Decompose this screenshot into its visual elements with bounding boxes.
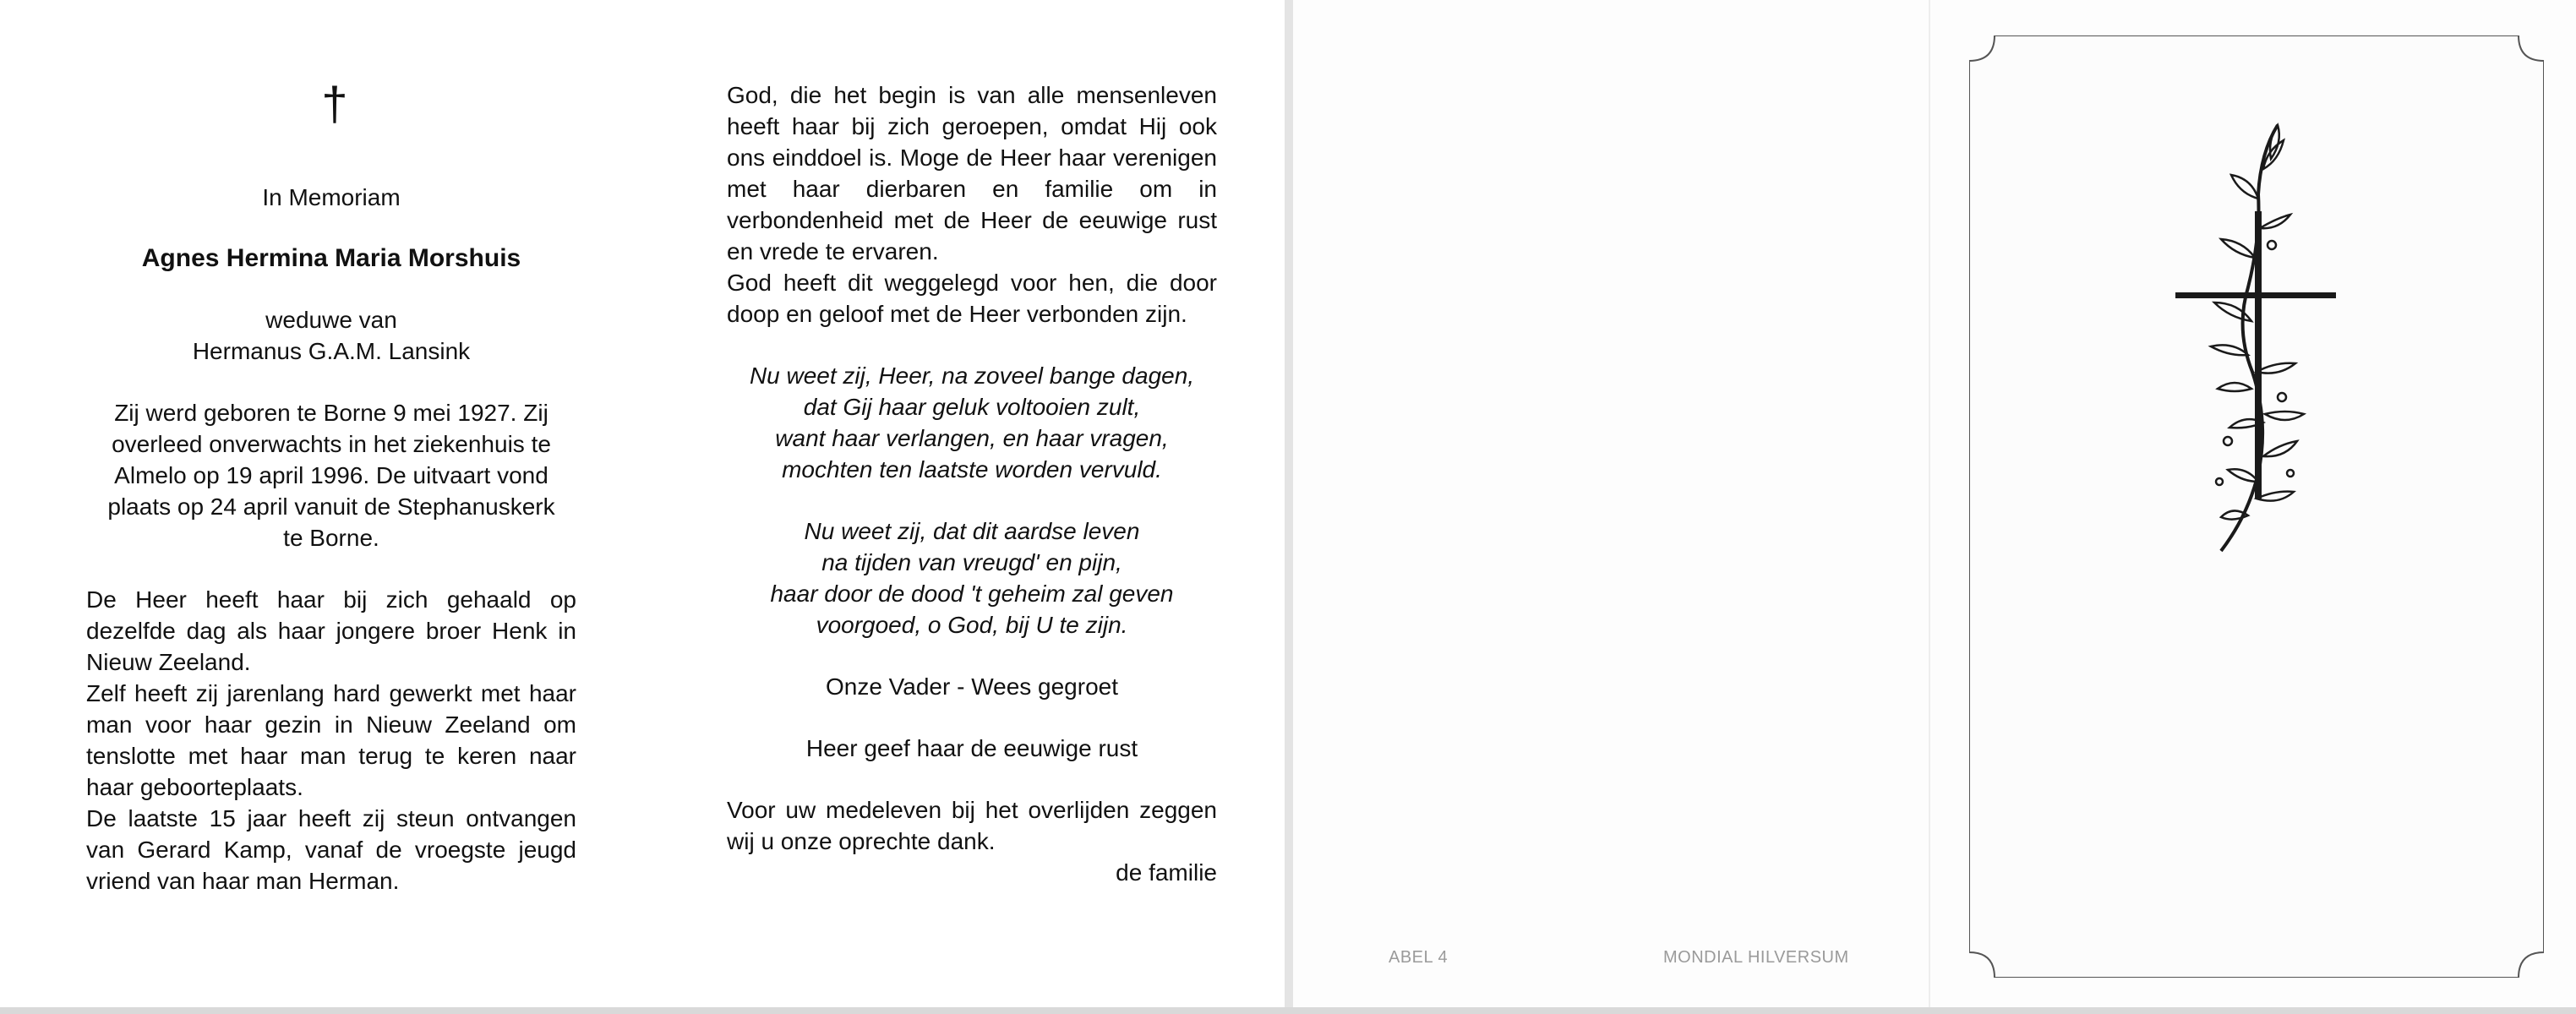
card-fold bbox=[1285, 0, 1293, 1007]
spouse-name: Hermanus G.A.M. Lansink bbox=[192, 338, 471, 364]
poem-stanza bbox=[727, 360, 1217, 485]
poem-line: haar door de dood 't geheim zal geven bbox=[770, 581, 1174, 607]
poem-line: dat Gij haar geluk voltooien zult, bbox=[803, 394, 1141, 420]
deceased-name: Agnes Hermina Maria Morshuis bbox=[141, 244, 521, 272]
life-line: plaats op 24 april vanuit de Stephanuskerk bbox=[107, 493, 555, 520]
in-memoriam-heading: In Memoriam bbox=[262, 184, 401, 210]
life-line: Almelo op 19 april 1996. De uitvaart vond bbox=[114, 462, 548, 488]
card-crease bbox=[1929, 0, 1930, 1007]
life-line: te Borne. bbox=[283, 525, 379, 551]
poem-line: mochten ten laatste worden vervuld. bbox=[782, 456, 1162, 482]
memorial-text-panel bbox=[86, 77, 576, 897]
life-line: overleed onverwachts in het ziekenhuis te bbox=[112, 431, 551, 457]
widow-of bbox=[86, 304, 576, 367]
signoff: de familie bbox=[1116, 859, 1217, 886]
life-line: Zij werd geboren te Borne 9 mei 1927. Zij bbox=[114, 400, 548, 426]
poem-stanza bbox=[727, 515, 1217, 641]
poem-line: Nu weet zij, Heer, na zoveel bange dagen, bbox=[749, 363, 1195, 389]
cross-icon: † bbox=[321, 77, 348, 130]
print-code-abel: ABEL 4 bbox=[1389, 948, 1449, 967]
poem-line: voorgoed, o God, bij U te zijn. bbox=[816, 612, 1128, 638]
widow-line: weduwe van bbox=[265, 307, 397, 333]
prayer-panel bbox=[727, 79, 1217, 888]
thanks-paragraph: Voor uw medeleven bij het overlijden zeggen wij u onze oprechte dank. bbox=[727, 797, 1217, 854]
prayers-line: Onze Vader - Wees gegroet bbox=[825, 673, 1119, 700]
prayer-paragraph: God heeft dit weggelegd voor hen, die door doop en geloof met de Heer verbonden zijn. bbox=[727, 270, 1217, 327]
poem-line: Nu weet zij, dat dit aardse leven bbox=[804, 518, 1140, 544]
poem-line: na tijden van vreugd' en pijn, bbox=[821, 549, 1122, 575]
printer-name: MONDIAL HILVERSUM bbox=[1663, 948, 1849, 967]
biography-paragraph: De Heer heeft haar bij zich gehaald op dezelfde dag als haar jongere broer Henk in Nieuw Zeeland. bbox=[86, 586, 576, 675]
cross-with-olive-branch-icon bbox=[2164, 118, 2358, 558]
prayer-paragraph: God, die het begin is van alle mensenleven heeft haar bij zich geroepen, omdat Hij ook ons einddoel is. Moge de Heer haar verenigen met haar dierbaren en familie om in verbondenheid met de Heer de eeuwige rust en vrede te ervaren. bbox=[727, 82, 1217, 264]
life-dates bbox=[86, 397, 576, 553]
biography-paragraph: De laatste 15 jaar heeft zij steun ontvangen van Gerard Kamp, vanaf de vroegste jeugd vriend van haar man Herman. bbox=[86, 805, 576, 894]
eternal-rest-line: Heer geef haar de eeuwige rust bbox=[805, 735, 1138, 761]
biography-paragraph: Zelf heeft zij jarenlang hard gewerkt met haar man voor haar gezin in Nieuw Zeeland om tenslotte met haar man terug te keren naar haar geboorteplaats. bbox=[86, 680, 576, 800]
poem-line: want haar verlangen, en haar vragen, bbox=[775, 425, 1169, 451]
